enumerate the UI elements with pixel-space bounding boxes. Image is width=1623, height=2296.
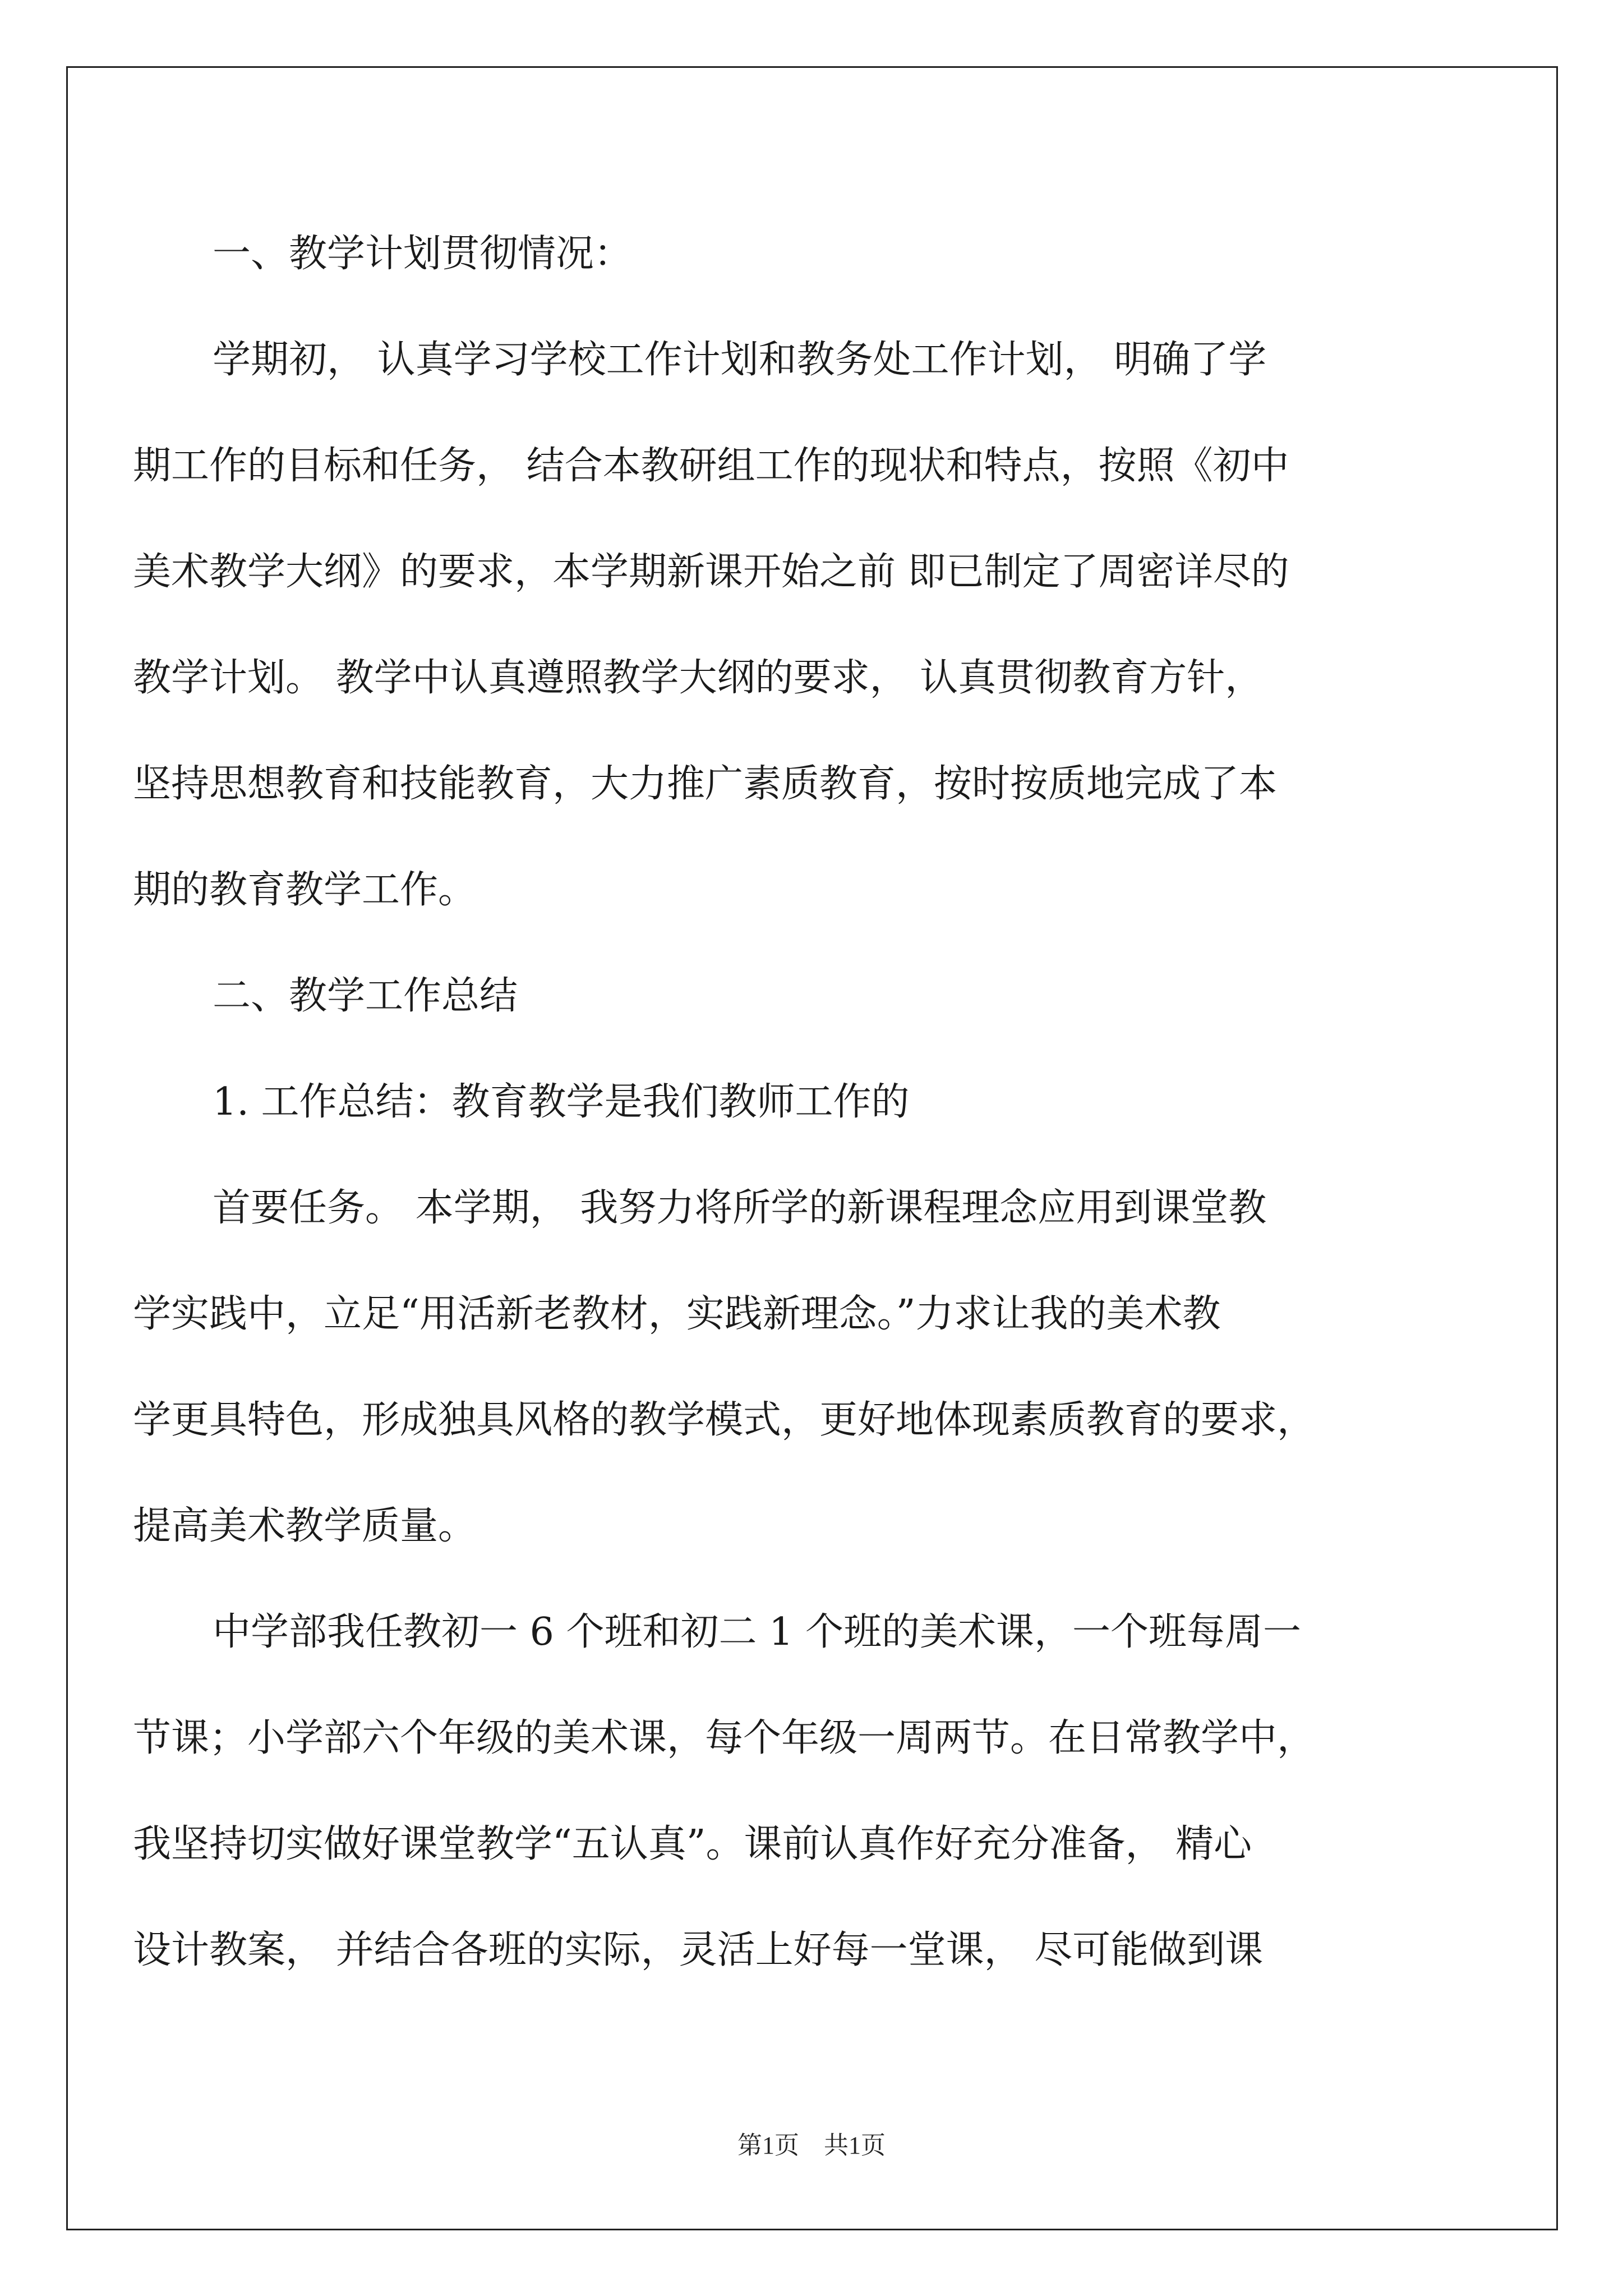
paragraph-line: 坚持思想教育和技能教育，大力推广素质教育，按时按质地完成了本 (133, 762, 1278, 806)
paragraph-line: 提高美术教学质量。 (133, 1504, 477, 1548)
paragraph-line: 节课；小学部六个年级的美术课，每个年级一周两节。在日常教学中， (133, 1716, 1316, 1760)
section-heading-2: 二、教学工作总结 (213, 974, 518, 1018)
paragraph-line: 学更具特色，形成独具风格的教学模式，更好地体现素质教育的要求， (133, 1398, 1316, 1442)
paragraph-line: 首要任务。 本学期， 我努力将所学的新课程理念应用到课堂教 (213, 1186, 1267, 1230)
page-border (66, 66, 1558, 2230)
paragraph-line: 设计教案， 并结合各班的实际，灵活上好每一堂课， 尽可能做到课 (133, 1928, 1264, 1972)
subsection-heading: 1. 工作总结：教育教学是我们教师工作的 (213, 1080, 910, 1124)
paragraph-line: 美术教学大纲》的要求，本学期新课开始之前 即已制定了周密详尽的 (133, 550, 1289, 594)
paragraph-line: 教学计划。 教学中认真遵照教学大纲的要求， 认真贯彻教育方针， (133, 656, 1264, 700)
paragraph-line: 我坚持切实做好课堂教学“五认真”。课前认真作好充分准备， 精心 (133, 1822, 1252, 1866)
section-heading-1: 一、教学计划贯彻情况： (213, 232, 633, 276)
page-number-footer: 第1页 共1页 (737, 2132, 886, 2159)
paragraph-line: 期的教育教学工作。 (133, 868, 477, 912)
paragraph-line: 中学部我任教初一 6 个班和初二 1 个班的美术课，一个班每周一 (213, 1610, 1301, 1654)
paragraph-line: 学期初， 认真学习学校工作计划和教务处工作计划， 明确了学 (213, 338, 1267, 382)
paragraph-line: 期工作的目标和任务， 结合本教研组工作的现状和特点，按照《初中 (133, 444, 1289, 488)
paragraph-line: 学实践中，立足“用活新老教材，实践新理念。”力求让我的美术教 (133, 1292, 1221, 1336)
